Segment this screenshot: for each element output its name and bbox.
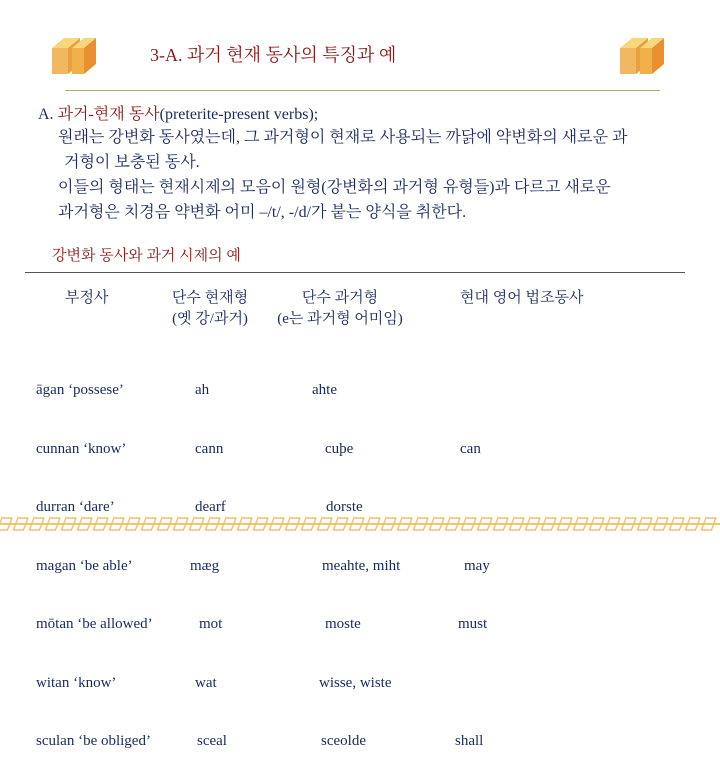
header-past-line1: 단수 과거형 [301,290,379,306]
bottom-decorative-border [0,512,720,536]
table-row-past: meahte, miht [322,557,401,574]
table-row-infinitive: durran ‘dare’ [36,499,115,515]
table-row-infinitive: āgan ‘possese’ [36,382,124,398]
table-row-modern: can [460,440,481,457]
section-a-line-3: 이들의 형태는 현재시제의 모음이 원형(강변화의 과거형 유형들)과 다르고 새로운 [58,179,611,196]
table-row-present: sceal [197,733,227,749]
table-row-infinitive: cunnan ‘know’ [36,440,127,457]
table-row-infinitive: mōtan ‘be allowed’ [36,616,153,632]
header-past-line2: (e는 과거형 어미임) [277,311,403,327]
table-row-past: wisse, wiste [319,674,392,691]
section-a-label: A. [38,106,54,123]
table-row-present: ah [195,382,210,398]
section-a-heading-korean: 과거-현재 동사 [53,106,160,123]
section-a-heading [38,101,318,124]
table-row-modern: may [464,557,490,574]
header-present-line2: (옛 강/과거) [172,311,248,327]
header-modern-english: 현대 영어 법조동사 [460,290,584,306]
column-present [190,342,227,771]
column-infinitive [36,342,153,771]
table-row-past: dorste [326,499,363,515]
header-present-singular [140,286,280,328]
table-row-present: mot [199,616,223,632]
table-row-infinitive: sculan ‘be obliged’ [36,733,151,749]
header-present-line1: 단수 현재형 [171,290,249,306]
cube-decoration-left [50,36,98,78]
column-modern [455,342,490,771]
column-past [312,342,400,771]
table-top-rule [25,272,685,273]
table-row-present: dearf [195,499,226,515]
table-row-infinitive: magan ‘be able’ [36,557,133,574]
header-past-singular [260,286,420,328]
examples-subtitle: 강변화 동사와 과거 시제의 예 [52,248,241,264]
section-a-line-2: 거형이 보충된 동사. [64,154,200,171]
table-row-modern: must [458,616,488,632]
table-row-modern [455,381,490,401]
table-row-past: moste [325,616,361,632]
slide-title: 3-A. 과거 현재 동사의 특징과 예 [150,45,397,65]
table-row-past: ahte [312,382,337,398]
table-row-past: cuþe [325,440,354,457]
table-row-present: wat [195,674,217,691]
table-row-present: mæg [190,557,220,574]
table-row-modern: shall [455,733,484,749]
section-a-line-4: 과거형은 치경음 약변화 어미 –/t/, -/d/가 붙는 양식을 취한다. [58,204,467,221]
header-infinitive: 부정사 [65,290,109,306]
table-row-past: sceolde [321,733,366,749]
title-underline [65,90,660,91]
table-row-infinitive: witan ‘know’ [36,674,117,691]
section-a-line-1: 원래는 강변화 동사였는데, 그 과거형이 현재로 사용되는 까닭에 약변화의 새로운 과 [58,129,628,146]
section-a-heading-english: (preterite-present verbs); [159,106,319,123]
table-row-modern [455,674,490,694]
table-row-present: cann [195,440,224,457]
cube-decoration-right [618,36,666,78]
